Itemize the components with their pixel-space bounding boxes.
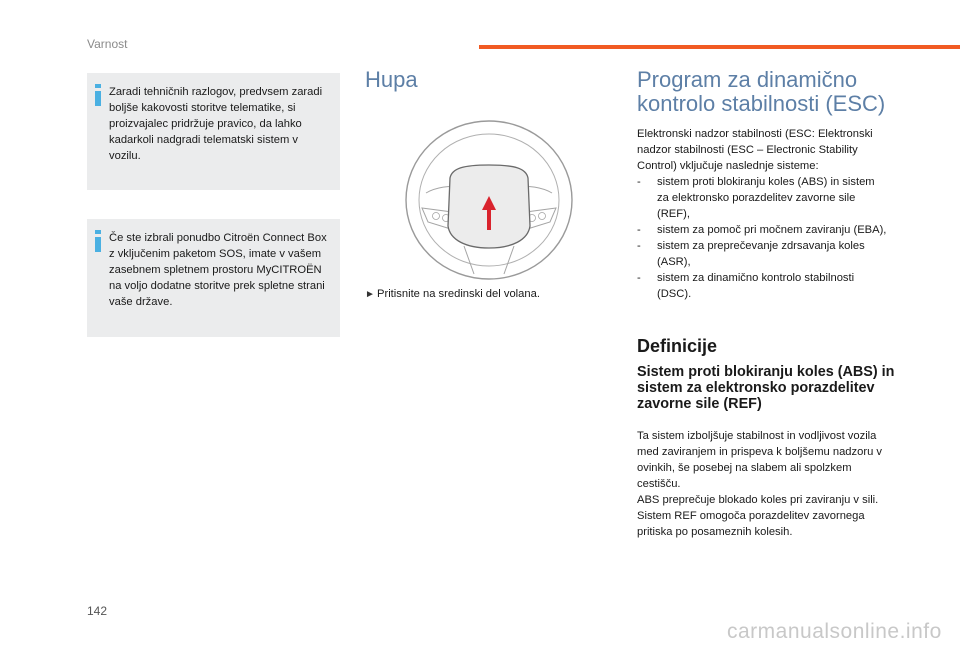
- paragraph: Ta sistem izboljšuje stabilnost in vodljivost vozila med zaviranjem in prispeva k boljšemu nadzoru v ovinkih, še posebej na slabem ali spolzkem cestišču.: [637, 430, 882, 490]
- paragraph: Sistem REF omogoča porazdelitev zavornega pritiska po posameznih kolesih.: [637, 510, 865, 538]
- esc-title-line-2: kontrolo stabilnosti (ESC): [637, 91, 886, 116]
- list-item: - sistem za dinamično kontrolo stabilnosti (DSC).: [637, 272, 855, 300]
- esc-intro: Elektronski nadzor stabilnosti (ESC: Elektronski nadzor stabilnosti (ESC – Electronic Stability Control) vključuje naslednje sisteme:: [637, 128, 873, 172]
- horn-instruction-text: Pritisnite na sredinski del volana.: [377, 288, 540, 300]
- abs-ref-description: [637, 428, 892, 540]
- list-item: - sistem proti blokiranju koles (ABS) in sistem za elektronsko porazdelitev zavorne sile (REF),: [637, 176, 875, 220]
- section-header: Varnost: [87, 37, 128, 51]
- info-note-telematics: [87, 73, 340, 190]
- horn-title: Hupa: [365, 67, 418, 92]
- info-note-text: Če ste izbrali ponudbo Citroën Connect Box z vključenim paketom SOS, imate v vašem zasebnem spletnem prostoru MyCITROËN na voljo dodatne storitve prek spletne strani vaše države.: [109, 232, 327, 308]
- paragraph: ABS preprečuje blokado koles pri zaviranju v sili.: [637, 494, 879, 506]
- steering-wheel-illustration: [404, 118, 574, 280]
- horn-instruction: [365, 288, 540, 300]
- info-note-connect-box: [87, 219, 340, 337]
- watermark: carmanualsonline.info: [727, 620, 942, 643]
- info-icon: [95, 84, 101, 106]
- arrow-bullet-icon: ►: [365, 289, 375, 300]
- esc-title-line-1: Program za dinamično: [637, 67, 858, 92]
- esc-title: [637, 68, 937, 116]
- header-accent-rule: [479, 45, 960, 49]
- esc-description: [637, 126, 887, 302]
- abs-ref-heading: Sistem proti blokiranju koles (ABS) in sistem za elektronsko porazdelitev zavorne sile (REF): [637, 364, 895, 412]
- list-item: - sistem za pomoč pri močnem zaviranju (EBA),: [637, 224, 887, 236]
- esc-system-list: [637, 174, 887, 302]
- definitions-heading: Definicije: [637, 336, 718, 356]
- list-item: - sistem za preprečevanje zdrsavanja koles (ASR),: [637, 240, 865, 268]
- info-icon: [95, 230, 101, 252]
- info-note-text: Zaradi tehničnih razlogov, predvsem zaradi boljše kakovosti storitve telematike, si proizvajalec pridržuje pravico, da lahko kadarkoli nadgradi telematski sistem v vozilu.: [109, 86, 323, 162]
- page-number: 142: [87, 604, 108, 618]
